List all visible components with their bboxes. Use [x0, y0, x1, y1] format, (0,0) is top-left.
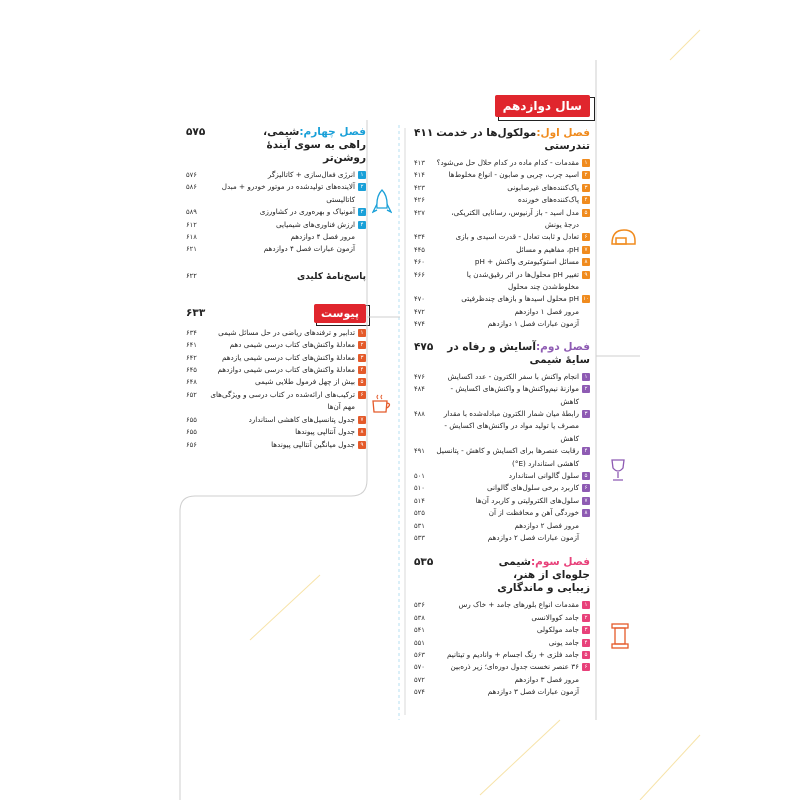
- toc-entry[interactable]: [186, 339, 366, 351]
- chapter2-page: ۴۷۵: [414, 340, 434, 353]
- entry-page: ۴۶۶: [414, 270, 425, 279]
- entry-page: ۶۴۲: [186, 353, 197, 362]
- entry-page: ۶۳۴: [186, 328, 197, 337]
- toc-entry[interactable]: [414, 686, 590, 698]
- chapter4-list: [186, 169, 366, 256]
- entry-title: رقابت عنصرها برای اکسایش و کاهش - پتانسیل کاهشی استاندارد (E°): [436, 446, 579, 468]
- entry-number: ۱: [358, 171, 366, 179]
- toc-entry[interactable]: [414, 231, 590, 243]
- chapter2-label: فصل دوم:: [535, 340, 590, 353]
- entry-title: جامد مولکولی: [536, 625, 579, 635]
- toc-entry[interactable]: [414, 470, 590, 482]
- toc-entry[interactable]: [186, 389, 366, 414]
- entry-title: مرور فصل ۳ دوازدهم: [514, 674, 579, 684]
- answer-key-row[interactable]: [186, 272, 366, 282]
- chapter4-name: شیمی، راهی به سوی آیندهٔ روشن‌تر: [263, 126, 366, 164]
- entry-page: ۶۲۱: [186, 245, 197, 254]
- entry-title: ترکیب‌های ارائه‌شده در کتاب درسی و ویژگی‌های مهم آن‌ها: [210, 389, 355, 412]
- answer-key-label: پاسخ‌نامهٔ کلیدی: [296, 271, 366, 282]
- chapter2-name: آسایش و رفاه در سایهٔ شیمی: [447, 340, 590, 366]
- toc-entry[interactable]: [186, 376, 366, 388]
- entry-page: ۶۴۱: [186, 341, 197, 350]
- chapter1-name: مولکول‌ها در خدمت تندرستی: [436, 127, 590, 152]
- entry-title: جدول میانگین آنتالپی پیوندها: [271, 439, 355, 449]
- toc-entry[interactable]: [186, 352, 366, 364]
- answer-key-page: ۶۲۲: [186, 271, 197, 280]
- toc-entry[interactable]: [186, 169, 366, 181]
- entry-number: ۳: [582, 626, 590, 634]
- entry-number: ۱: [358, 329, 366, 337]
- entry-number: ۲: [358, 341, 366, 349]
- entry-page: ۵۱۰: [414, 484, 425, 493]
- toc-entry[interactable]: [414, 661, 590, 673]
- entry-title: معادلهٔ واکنش‌های کتاب درسی شیمی دوازدهم: [217, 365, 355, 375]
- entry-number: ۷: [358, 416, 366, 424]
- entry-page: ۵۶۳: [414, 651, 425, 659]
- entry-number: ۲: [582, 171, 590, 179]
- toc-entry[interactable]: [414, 256, 590, 268]
- entry-number: ۴: [582, 196, 590, 204]
- entry-page: ۵۴۱: [414, 626, 425, 635]
- entry-title: سلول‌های الکترولیتی و کاربرد آن‌ها: [475, 495, 579, 505]
- entry-title: موازنهٔ نیم‌واکنش‌ها و واکنش‌های اکسایش - کاهش: [450, 384, 579, 406]
- entry-number: ۲: [582, 385, 590, 393]
- chapter3-heading[interactable]: [414, 556, 590, 595]
- toc-entry[interactable]: [414, 244, 590, 256]
- entry-number: ۳: [582, 184, 590, 192]
- entry-title: ارزش فناوری‌های شیمیایی: [276, 219, 355, 229]
- appendix-heading[interactable]: [186, 304, 366, 323]
- entry-page: ۶۴۵: [186, 366, 197, 375]
- toc-entry[interactable]: [414, 169, 590, 181]
- toc-entry[interactable]: [414, 674, 590, 686]
- toc-entry[interactable]: [414, 269, 590, 294]
- entry-number: ۳: [582, 410, 590, 418]
- entry-number: ۹: [582, 271, 590, 279]
- entry-title: تغییر pH محلول‌ها در اثر رقیق‌شدن یا مخلوط‌شدن چند محلول: [466, 269, 579, 292]
- entry-number: ۸: [358, 428, 366, 436]
- toc-entry[interactable]: [414, 371, 590, 383]
- chapter1-label: فصل اول:: [536, 127, 590, 139]
- entry-page: ۵۳۶: [414, 601, 425, 610]
- entry-title: آزمون عبارات فصل ۳ دوازدهم: [487, 687, 579, 697]
- chapter1-page: ۴۱۱: [414, 127, 434, 139]
- entry-title: جامد یونی: [548, 637, 579, 647]
- toc-entry[interactable]: [414, 599, 590, 611]
- chapter3-list: [414, 599, 590, 698]
- chapter3-page: ۵۳۵: [414, 556, 434, 569]
- entry-page: ۵۸۶: [186, 183, 197, 192]
- entry-page: ۴۱۳: [414, 159, 425, 167]
- toc-entry[interactable]: [414, 194, 590, 206]
- toc-entry[interactable]: [414, 383, 590, 408]
- entry-page: ۴۱۴: [414, 171, 425, 180]
- toc-entry[interactable]: [414, 306, 590, 318]
- entry-title: کاربرد برخی سلول‌های گالوانی: [487, 483, 579, 493]
- appendix-page: ۶۳۳: [186, 307, 206, 320]
- entry-number: ۵: [582, 472, 590, 480]
- entry-title: مرور فصل ۴ دوازدهم: [290, 232, 355, 242]
- toc-entry[interactable]: [186, 181, 366, 206]
- rocket-icon: [372, 188, 392, 218]
- entry-page: ۴۸۴: [414, 385, 425, 394]
- entry-number: ۵: [582, 651, 590, 659]
- entry-page: ۶۱۲: [186, 220, 197, 229]
- toc-entry[interactable]: [414, 445, 590, 470]
- entry-page: ۶۵۵: [186, 428, 197, 437]
- entry-title: انرژی فعال‌سازی + کاتالیزگر: [267, 170, 355, 179]
- entry-title: جامد کووالانسی: [531, 612, 579, 622]
- entry-number: ۷: [582, 246, 590, 254]
- entry-title: جدول پتانسیل‌های کاهشی استاندارد: [248, 414, 355, 424]
- appendix-list: [186, 327, 366, 451]
- entry-title: مرور فصل ۱ دوازدهم: [514, 306, 579, 316]
- appendix-label: پیوست: [314, 304, 366, 323]
- entry-number: ۴: [582, 639, 590, 647]
- entry-page: ۵۷۶: [186, 171, 197, 179]
- entry-page: ۵۰۱: [414, 471, 425, 480]
- chapter4-page: ۵۷۵: [186, 126, 206, 138]
- chapter2-list: [414, 371, 590, 545]
- entry-number: ۷: [582, 497, 590, 505]
- chapter4-label: فصل چهارم:: [299, 126, 366, 138]
- helmet-icon: [608, 226, 638, 252]
- right-column: [414, 95, 590, 699]
- entry-page: ۵۸۹: [186, 208, 197, 217]
- entry-number: ۱۰: [583, 296, 589, 303]
- entry-page: ۴۲۷: [414, 208, 425, 217]
- toc-entry[interactable]: [414, 624, 590, 636]
- year-title: سال دوازدهم: [495, 95, 590, 117]
- entry-page: ۵۳۸: [414, 613, 425, 622]
- entry-page: ۴۳۴: [414, 233, 425, 242]
- entry-title: pH، مفاهیم و مسائل: [516, 244, 579, 254]
- trophy-icon: [606, 458, 630, 484]
- entry-page: ۴۷۴: [414, 320, 425, 329]
- entry-page: ۴۴۵: [414, 245, 425, 254]
- entry-title: معادلهٔ واکنش‌های کتاب درسی شیمی دهم: [229, 340, 355, 350]
- entry-page: ۵۵۱: [414, 638, 425, 647]
- entry-number: ۲: [582, 614, 590, 622]
- entry-page: ۶۵۲: [186, 390, 197, 399]
- entry-number: ۹: [358, 441, 366, 449]
- entry-title: پاک‌کننده‌های خورنده: [518, 195, 579, 205]
- entry-page: ۴۸۸: [414, 409, 425, 418]
- entry-number: ۶: [358, 391, 366, 399]
- entry-title: سلول گالوانی استاندارد: [508, 470, 579, 480]
- entry-page: ۶۱۸: [186, 233, 197, 242]
- entry-title: ۳۶ عنصر نخست جدول دوره‌ای؛ زیر ذره‌بین: [450, 662, 579, 672]
- entry-number: ۳: [358, 208, 366, 216]
- entry-page: ۴۷۲: [414, 307, 425, 316]
- toc-entry[interactable]: [414, 520, 590, 532]
- entry-number: ۴: [358, 366, 366, 374]
- entry-title: آزمون عبارات فصل ۲ دوازدهم: [487, 532, 579, 542]
- chapter3-label: فصل سوم:: [530, 556, 590, 569]
- pillar-icon: [610, 622, 630, 650]
- entry-title: pH محلول اسیدها و بازهای چندظرفیتی: [461, 294, 579, 304]
- entry-page: ۴۲۶: [414, 196, 425, 205]
- toc-entry[interactable]: [414, 532, 590, 544]
- entry-number: ۱: [582, 601, 590, 609]
- coffee-cup-icon: [370, 392, 394, 416]
- entry-title: تدابیر و ترفندهای ریاضی در حل مسائل شیمی: [218, 327, 355, 337]
- toc-entry[interactable]: [414, 318, 590, 330]
- toc-entry[interactable]: [414, 495, 590, 507]
- entry-page: ۶۴۸: [186, 378, 197, 387]
- entry-page: ۵۱۴: [414, 496, 425, 505]
- toc-entry[interactable]: [414, 157, 590, 169]
- entry-title: آمونیاک و بهره‌وری در کشاورزی: [259, 207, 355, 217]
- toc-entry[interactable]: [186, 426, 366, 438]
- entry-number: ۴: [358, 221, 366, 229]
- entry-title: جدول آنتالپی پیوندها: [295, 427, 355, 437]
- entry-page: ۵۳۱: [414, 521, 425, 530]
- entry-title: انجام واکنش با سفر الکترون - عدد اکسایش: [447, 371, 579, 381]
- toc-entry[interactable]: [414, 649, 590, 661]
- toc-entry[interactable]: [186, 439, 366, 451]
- entry-page: ۵۷۴: [414, 688, 425, 697]
- toc-entry[interactable]: [414, 637, 590, 649]
- entry-page: ۴۶۰: [414, 258, 425, 267]
- left-column: [186, 126, 366, 451]
- entry-number: ۶: [582, 233, 590, 241]
- entry-number: ۸: [582, 258, 590, 266]
- entry-title: پاک‌کننده‌های غیرصابونی: [507, 182, 579, 192]
- entry-title: آزمون عبارات فصل ۴ دوازدهم: [263, 244, 355, 254]
- toc-entry[interactable]: [414, 182, 590, 194]
- entry-title: مقدمات انواع بلورهای جامد + خاک رس: [458, 600, 579, 610]
- toc-entry[interactable]: [414, 612, 590, 624]
- entry-page: ۴۷۶: [414, 372, 425, 381]
- entry-number: ۳: [358, 354, 366, 362]
- entry-number: ۱: [582, 159, 590, 167]
- entry-title: معادلهٔ واکنش‌های کتاب درسی شیمی یازدهم: [221, 352, 355, 362]
- entry-number: ۱: [582, 373, 590, 381]
- chapter1-list: [414, 157, 590, 331]
- toc-entry[interactable]: [186, 414, 366, 426]
- entry-number: ۶: [582, 663, 590, 671]
- entry-title: مدل اسید - باز آرنیوس، رسانایی الکتریکی، درجهٔ یونش: [451, 207, 579, 230]
- toc-entry[interactable]: [186, 364, 366, 376]
- entry-title: مسائل استوکیومتری واکنش + pH: [474, 257, 579, 267]
- entry-page: ۴۲۳: [414, 183, 425, 192]
- toc-entry[interactable]: [414, 293, 590, 305]
- toc-entry[interactable]: [186, 231, 366, 243]
- entry-number: ۶: [582, 484, 590, 492]
- entry-title: مقدمات - کدام ماده در کدام حلال حل می‌شود؟: [436, 158, 579, 167]
- chapter1-heading[interactable]: [414, 127, 590, 153]
- entry-page: ۵۲۵: [414, 509, 425, 518]
- toc-entry[interactable]: [414, 207, 590, 232]
- entry-title: رابطهٔ میان شمار الکترون مبادله‌شده با مقدار مصرف یا تولید مواد در واکنش‌های اکسایش - کاهش: [443, 408, 579, 443]
- chapter2-heading[interactable]: [414, 341, 590, 367]
- entry-title: مرور فصل ۲ دوازدهم: [514, 520, 579, 530]
- entry-title: خوردگی آهن و محافظت از آن: [488, 508, 579, 518]
- entry-title: آلاینده‌های تولیدشده در موتور خودرو + مبدل کاتالیستی: [221, 182, 355, 204]
- entry-page: ۶۵۵: [186, 415, 197, 424]
- toc-entry[interactable]: [186, 243, 366, 255]
- entry-page: ۵۷۲: [414, 675, 425, 684]
- toc-entry[interactable]: [414, 507, 590, 519]
- toc-entry[interactable]: [414, 482, 590, 494]
- chapter4-heading[interactable]: [186, 126, 366, 165]
- entry-page: ۴۹۱: [414, 447, 425, 456]
- entry-page: ۶۵۶: [186, 440, 197, 449]
- entry-number: ۵: [358, 378, 366, 386]
- entry-number: ۴: [582, 447, 590, 455]
- chapter3-name: شیمی جلوه‌ای از هنر، زیبایی و ماندگاری: [497, 556, 590, 595]
- entry-number: ۵: [582, 209, 590, 217]
- entry-title: بیش از چهل فرمول طلایی شیمی: [255, 377, 355, 387]
- entry-title: جامد فلزی + رنگ اجسام + وانادیم و تیتانیم: [447, 650, 579, 659]
- entry-number: ۲: [358, 183, 366, 191]
- entry-page: ۴۷۰: [414, 295, 425, 304]
- toc-entry[interactable]: [186, 219, 366, 231]
- entry-title: تعادل و ثابت تعادل - قدرت اسیدی و بازی: [455, 232, 579, 242]
- toc-entry[interactable]: [186, 206, 366, 218]
- toc-entry[interactable]: [186, 327, 366, 339]
- entry-page: ۵۷۰: [414, 663, 425, 672]
- entry-number: ۸: [582, 509, 590, 517]
- toc-entry[interactable]: [414, 408, 590, 445]
- entry-page: ۵۳۳: [414, 533, 425, 542]
- entry-title: آزمون عبارات فصل ۱ دوازدهم: [487, 319, 579, 329]
- entry-title: اسید چرب، چربی و صابون - انواع مخلوط‌ها: [448, 170, 579, 180]
